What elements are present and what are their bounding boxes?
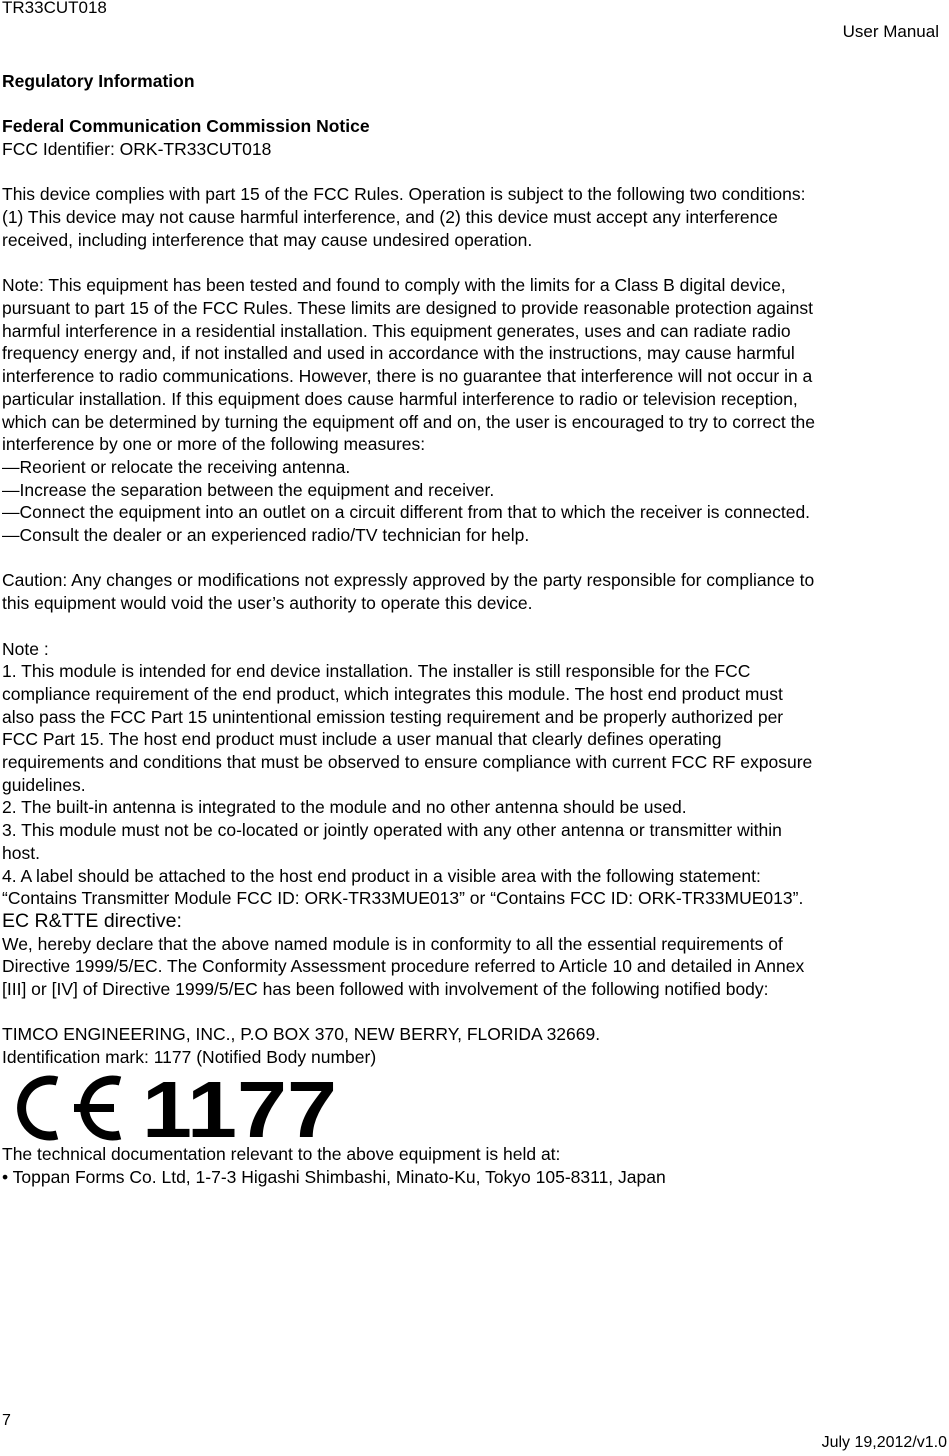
note2-line: requirements and conditions that must be observed to ensure compliance with current FCC RF exposure bbox=[2, 752, 813, 773]
ec-declaration-line: [III] or [IV] of Directive 1999/5/EC has been followed with involvement of the following notified body: bbox=[2, 979, 769, 1000]
note2-line: also pass the FCC Part 15 unintentional emission testing requirement and be properly authorized per bbox=[2, 706, 784, 727]
header-title: User Manual bbox=[842, 22, 939, 41]
note-line: Note: This equipment has been tested and found to comply with the limits for a Class B digital device, bbox=[2, 275, 786, 296]
date-version: July 19,2012/v1.0 bbox=[821, 1434, 947, 1451]
note2-line: FCC Part 15. The host end product must include a user manual that clearly defines operating bbox=[2, 729, 722, 750]
page-content bbox=[2, 70, 949, 1188]
note-line: frequency energy and, if not installed and used in accordance with the instructions, may cause harmful bbox=[2, 343, 795, 364]
note2-line: host. bbox=[2, 842, 40, 863]
svg-text:1177: 1177 bbox=[142, 1072, 337, 1143]
compliance-line: received, including interference that may cause undesired operation. bbox=[2, 229, 533, 250]
measure-item: —Connect the equipment into an outlet on a circuit different from that to which the receiver is connected. bbox=[2, 502, 811, 523]
document-id: TR33CUT018 bbox=[2, 0, 107, 17]
note-line: pursuant to part 15 of the FCC Rules. These limits are designed to provide reasonable protection against bbox=[2, 297, 813, 318]
note-line: harmful interference in a residential installation. This equipment generates, uses and can radiate radio bbox=[2, 320, 791, 341]
tech-doc-address: • Toppan Forms Co. Ltd, 1-7-3 Higashi Shimbashi, Minato-Ku, Tokyo 105-8311, Japan bbox=[2, 1166, 666, 1187]
note-line: which can be determined by turning the equipment off and on, the user is encouraged to try to correct the bbox=[2, 411, 815, 432]
identification-mark: Identification mark: 1177 (Notified Body number) bbox=[2, 1047, 377, 1068]
note2-line: 1. This module is intended for end device installation. The installer is still responsible for the FCC bbox=[2, 661, 751, 682]
regulatory-heading: Regulatory Information bbox=[2, 71, 195, 91]
ec-declaration-line: We, hereby declare that the above named module is in conformity to all the essential requirements of bbox=[2, 933, 783, 954]
note2-line: 2. The built-in antenna is integrated to the module and no other antenna should be used. bbox=[2, 797, 687, 818]
page-number: 7 bbox=[2, 1412, 11, 1429]
ec-declaration-line: Directive 1999/5/EC. The Conformity Assessment procedure referred to Article 10 and detailed in Annex bbox=[2, 956, 805, 977]
caution-line: this equipment would void the user’s authority to operate this device. bbox=[2, 593, 533, 614]
note2-line: compliance requirement of the end product, which integrates this module. The host end product must bbox=[2, 683, 783, 704]
note-line: interference to radio communications. However, there is no guarantee that interference will not occur in a bbox=[2, 366, 813, 387]
compliance-line: This device complies with part 15 of the FCC Rules. Operation is subject to the following two conditions: bbox=[2, 184, 806, 205]
note-line: interference by one or more of the following measures: bbox=[2, 434, 426, 455]
note-line: particular installation. If this equipment does cause harmful interference to radio or television reception, bbox=[2, 388, 798, 409]
ec-heading: EC R&TTE directive: bbox=[2, 909, 182, 932]
note2-line: “Contains Transmitter Module FCC ID: ORK-TR33MUE013” or “Contains FCC ID: ORK-TR33MUE013”. bbox=[2, 888, 804, 909]
note2-label: Note : bbox=[2, 638, 49, 659]
tech-doc-intro: The technical documentation relevant to the above equipment is held at: bbox=[2, 1143, 561, 1164]
note2-line: 3. This module must not be co-located or jointly operated with any other antenna or transmitter within bbox=[2, 820, 782, 841]
compliance-line: (1) This device may not cause harmful interference, and (2) this device must accept any interference bbox=[2, 207, 778, 228]
note2-line: 4. A label should be attached to the host end product in a visible area with the following statement: bbox=[2, 865, 761, 886]
measure-item: —Reorient or relocate the receiving antenna. bbox=[2, 456, 351, 477]
measure-item: —Consult the dealer or an experienced radio/TV technician for help. bbox=[2, 525, 530, 546]
fcc-heading: Federal Communication Commission Notice bbox=[2, 116, 370, 137]
notified-body: TIMCO ENGINEERING, INC., P.O BOX 370, NEW BERRY, FLORIDA 32669. bbox=[2, 1024, 601, 1045]
fcc-identifier: FCC Identifier: ORK-TR33CUT018 bbox=[2, 139, 272, 160]
note2-line: guidelines. bbox=[2, 774, 86, 795]
caution-line: Caution: Any changes or modifications not expressly approved by the party responsible for compliance to bbox=[2, 570, 815, 591]
measure-item: —Increase the separation between the equipment and receiver. bbox=[2, 479, 495, 500]
ce-1177-mark-icon bbox=[2, 1073, 342, 1143]
